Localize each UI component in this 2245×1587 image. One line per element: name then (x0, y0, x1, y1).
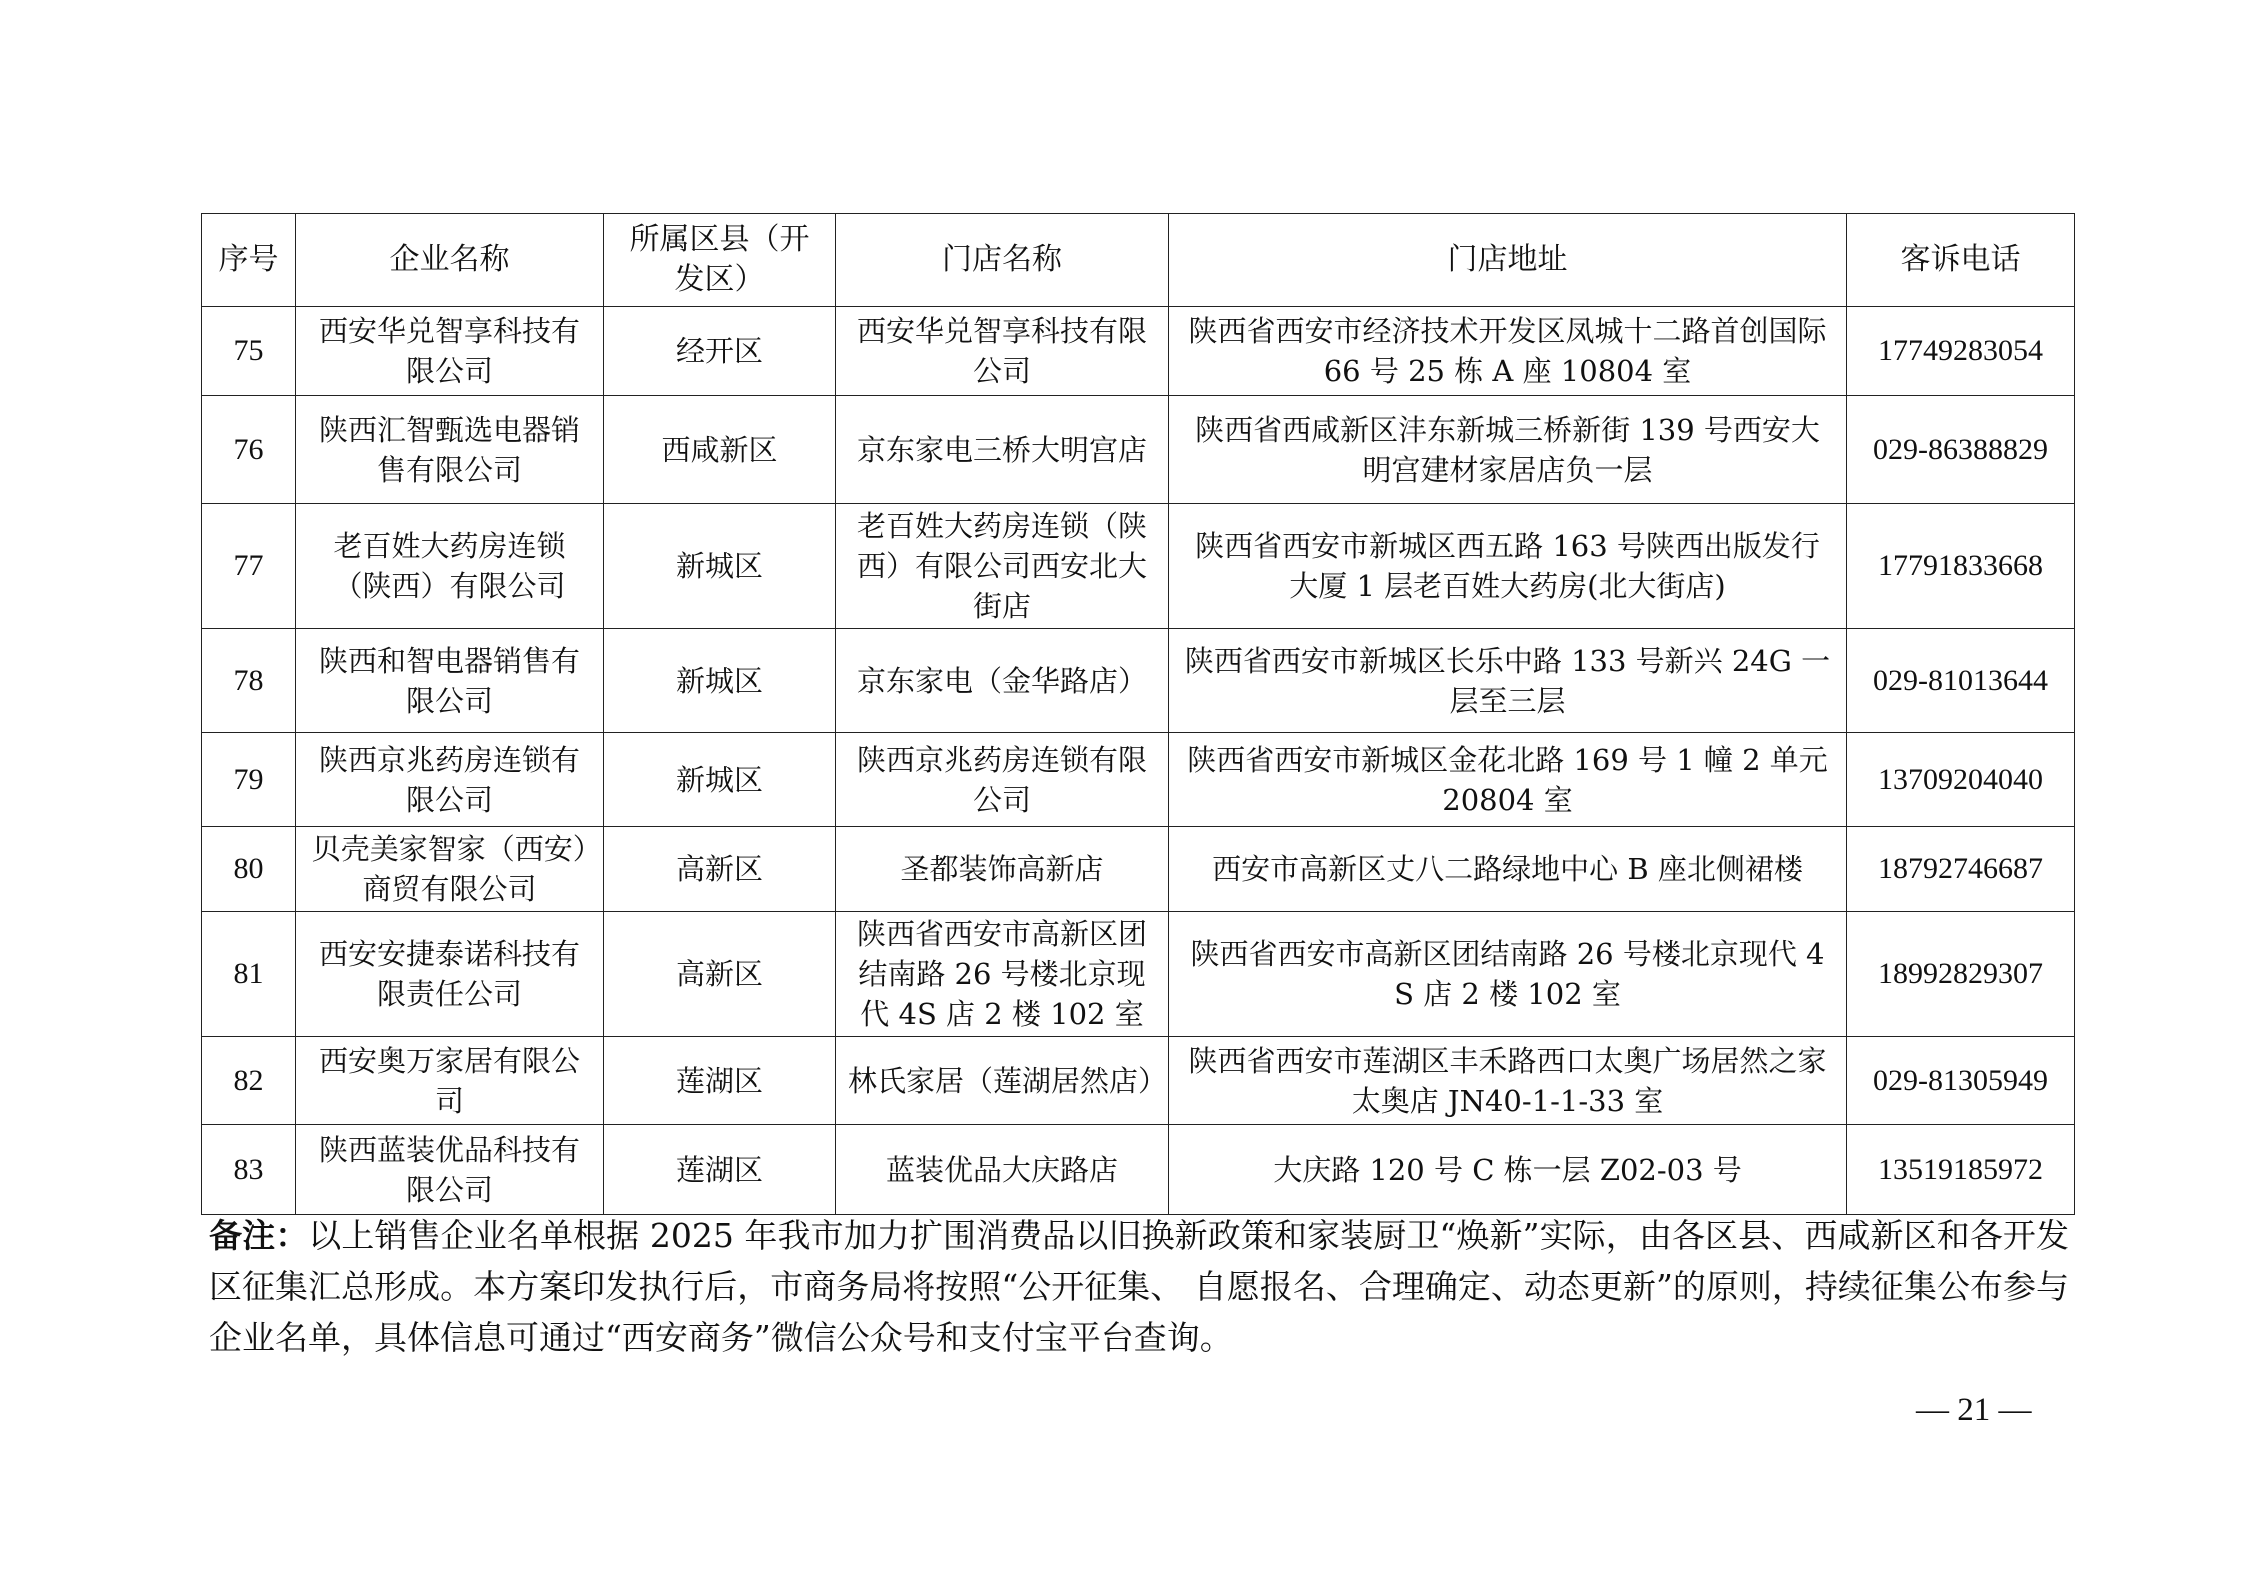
cell-address: 陕西省西安市新城区长乐中路 133 号新兴 24G 一层至三层 (1169, 629, 1847, 733)
cell-company: 贝壳美家智家（西安）商贸有限公司 (296, 827, 604, 912)
table-row (202, 396, 2075, 504)
cell-index: 79 (202, 733, 296, 827)
cell-company: 陕西京兆药房连锁有限公司 (296, 733, 604, 827)
cell-phone: 029-81013644 (1847, 629, 2075, 733)
header-company: 企业名称 (296, 214, 604, 307)
cell-store: 老百姓大药房连锁（陕西）有限公司西安北大街店 (836, 504, 1169, 629)
cell-district: 新城区 (604, 733, 836, 827)
cell-district: 新城区 (604, 504, 836, 629)
cell-company: 陕西汇智甄选电器销售有限公司 (296, 396, 604, 504)
table-row (202, 629, 2075, 733)
cell-index: 78 (202, 629, 296, 733)
cell-store: 陕西京兆药房连锁有限公司 (836, 733, 1169, 827)
table-row (202, 1037, 2075, 1125)
cell-index: 76 (202, 396, 296, 504)
cell-store: 林氏家居（莲湖居然店） (836, 1037, 1169, 1125)
remarks-paragraph (209, 1210, 2069, 1363)
cell-address: 大庆路 120 号 C 栋一层 Z02-03 号 (1169, 1125, 1847, 1215)
cell-district: 高新区 (604, 912, 836, 1037)
header-phone: 客诉电话 (1847, 214, 2075, 307)
cell-index: 75 (202, 307, 296, 396)
cell-phone: 17791833668 (1847, 504, 2075, 629)
cell-district: 经开区 (604, 307, 836, 396)
cell-company: 陕西蓝装优品科技有限公司 (296, 1125, 604, 1215)
cell-company: 西安奥万家居有限公司 (296, 1037, 604, 1125)
table-row (202, 1125, 2075, 1215)
table-row (202, 912, 2075, 1037)
cell-company: 陕西和智电器销售有限公司 (296, 629, 604, 733)
table-row (202, 827, 2075, 912)
cell-district: 新城区 (604, 629, 836, 733)
cell-address: 西安市高新区丈八二路绿地中心 B 座北侧裙楼 (1169, 827, 1847, 912)
cell-phone: 13519185972 (1847, 1125, 2075, 1215)
cell-phone: 18992829307 (1847, 912, 2075, 1037)
cell-company: 老百姓大药房连锁（陕西）有限公司 (296, 504, 604, 629)
cell-address: 陕西省西安市高新区团结南路 26 号楼北京现代 4S 店 2 楼 102 室 (1169, 912, 1847, 1037)
header-district: 所属区县（开发区） (604, 214, 836, 307)
cell-store: 西安华兑智享科技有限公司 (836, 307, 1169, 396)
cell-address: 陕西省西安市新城区金花北路 169 号 1 幢 2 单元 20804 室 (1169, 733, 1847, 827)
cell-address: 陕西省西安市新城区西五路 163 号陕西出版发行大厦 1 层老百姓大药房(北大街店) (1169, 504, 1847, 629)
cell-address: 陕西省西安市莲湖区丰禾路西口太奥广场居然之家太奥店 JN40-1-1-33 室 (1169, 1037, 1847, 1125)
header-address: 门店地址 (1169, 214, 1847, 307)
table-row (202, 733, 2075, 827)
table-row (202, 307, 2075, 396)
cell-phone: 18792746687 (1847, 827, 2075, 912)
cell-store: 圣都装饰高新店 (836, 827, 1169, 912)
cell-store: 蓝装优品大庆路店 (836, 1125, 1169, 1215)
cell-store: 京东家电三桥大明宫店 (836, 396, 1169, 504)
cell-index: 80 (202, 827, 296, 912)
cell-phone: 13709204040 (1847, 733, 2075, 827)
enterprise-list-table-wrapper (201, 213, 2074, 1215)
cell-district: 西咸新区 (604, 396, 836, 504)
cell-district: 莲湖区 (604, 1125, 836, 1215)
cell-phone: 17749283054 (1847, 307, 2075, 396)
cell-store: 京东家电（金华路店） (836, 629, 1169, 733)
cell-store: 陕西省西安市高新区团结南路 26 号楼北京现代 4S 店 2 楼 102 室 (836, 912, 1169, 1037)
cell-address: 陕西省西咸新区沣东新城三桥新街 139 号西安大明宫建材家居店负一层 (1169, 396, 1847, 504)
header-index: 序号 (202, 214, 296, 307)
cell-index: 83 (202, 1125, 296, 1215)
page-number: — 21 — (1916, 1392, 2032, 1428)
table-header-row (202, 214, 2075, 307)
cell-index: 77 (202, 504, 296, 629)
cell-index: 81 (202, 912, 296, 1037)
cell-company: 西安华兑智享科技有限公司 (296, 307, 604, 396)
remarks-text: 以上销售企业名单根据 2025 年我市加力扩围消费品以旧换新政策和家装厨卫“焕新”实际，由各区县、西咸新区和各开发区征集汇总形成。本方案印发执行后，市商务局将按照“公开征集、 自愿报名、合理确定、动态更新”的原则，持续征集公布参与企业名单，具体信息可通过“西安商务”微信公众号和支付宝平台查询。 (209, 1216, 2070, 1357)
cell-company: 西安安捷泰诺科技有限责任公司 (296, 912, 604, 1037)
header-store: 门店名称 (836, 214, 1169, 307)
remarks-label: 备注： (209, 1216, 309, 1255)
cell-district: 莲湖区 (604, 1037, 836, 1125)
cell-address: 陕西省西安市经济技术开发区凤城十二路首创国际 66 号 25 栋 A 座 10804 室 (1169, 307, 1847, 396)
enterprise-list-table (201, 213, 2075, 1215)
cell-phone: 029-81305949 (1847, 1037, 2075, 1125)
table-row (202, 504, 2075, 629)
cell-index: 82 (202, 1037, 296, 1125)
cell-district: 高新区 (604, 827, 836, 912)
cell-phone: 029-86388829 (1847, 396, 2075, 504)
